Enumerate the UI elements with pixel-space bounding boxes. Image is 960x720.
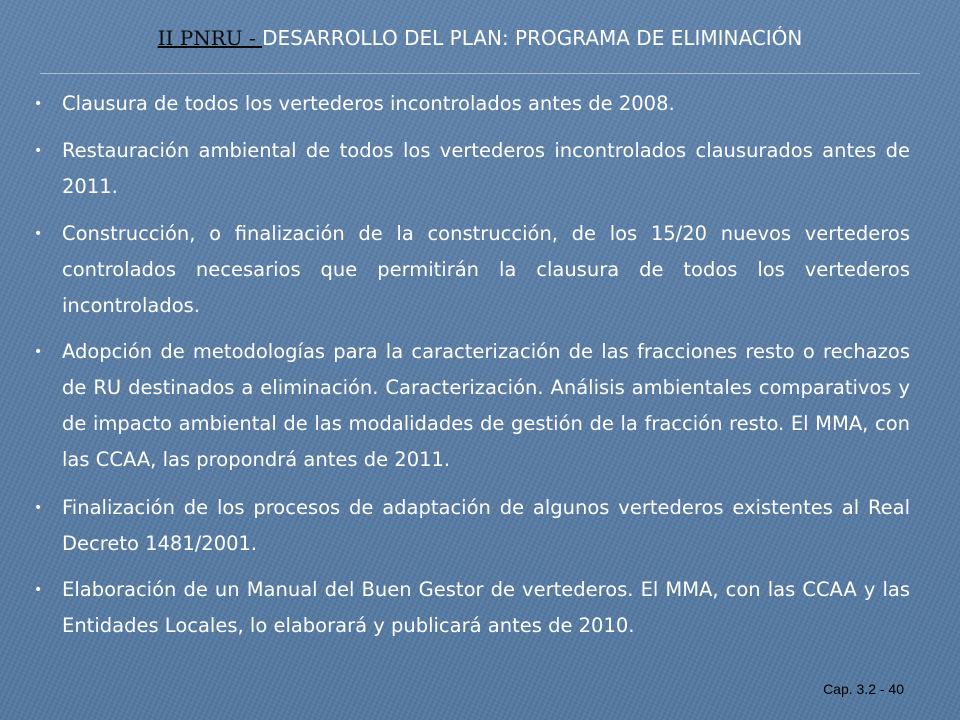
bullet-item-5 (34, 490, 910, 562)
bullet-icon: • (34, 143, 43, 159)
bullet-icon: • (34, 226, 43, 242)
title-divider (40, 73, 920, 74)
bullet-text: Adopción de metodologías para la caracterización de las fracciones resto o rechazos de RU destinados a eliminación. Caracterización. Análisis ambientales comparativos y de impacto ambiental de las modalidades de gestión de la fracción resto. El MMA, con las CCAA, las propondrá antes de 2011. (62, 340, 910, 471)
bullet-item-1 (34, 86, 910, 122)
bullet-icon: • (34, 582, 43, 598)
slide-title (0, 26, 960, 50)
slide-number: Cap. 3.2 - 40 (823, 681, 904, 697)
bullet-icon: • (34, 96, 43, 112)
bullet-text: Construcción, o finalización de la construcción, de los 15/20 nuevos vertederos controlados necesarios que permitirán la clausura de todos los vertederos incontrolados. (62, 222, 910, 317)
bullet-text: Restauración ambiental de todos los vertederos incontrolados clausurados antes de 2011. (62, 139, 910, 198)
bullet-icon: • (34, 344, 43, 360)
bullet-text: Finalización de los procesos de adaptación de algunos vertederos existentes al Real Decreto 1481/2001. (62, 496, 910, 555)
title-prefix: II PNRU - (157, 26, 263, 50)
bullet-item-4 (34, 334, 910, 478)
bullet-item-2 (34, 133, 910, 205)
bullet-list (34, 86, 910, 655)
bullet-item-3 (34, 216, 910, 324)
bullet-icon: • (34, 500, 43, 516)
bullet-text: Clausura de todos los vertederos incontrolados antes de 2008. (62, 92, 675, 115)
bullet-item-6 (34, 572, 910, 644)
bullet-text: Elaboración de un Manual del Buen Gestor de vertederos. El MMA, con las CCAA y las Entidades Locales, lo elaborará y publicará antes de 2010. (62, 578, 910, 637)
title-main: DESARROLLO DEL PLAN: PROGRAMA DE ELIMINACIÓN (262, 26, 803, 50)
